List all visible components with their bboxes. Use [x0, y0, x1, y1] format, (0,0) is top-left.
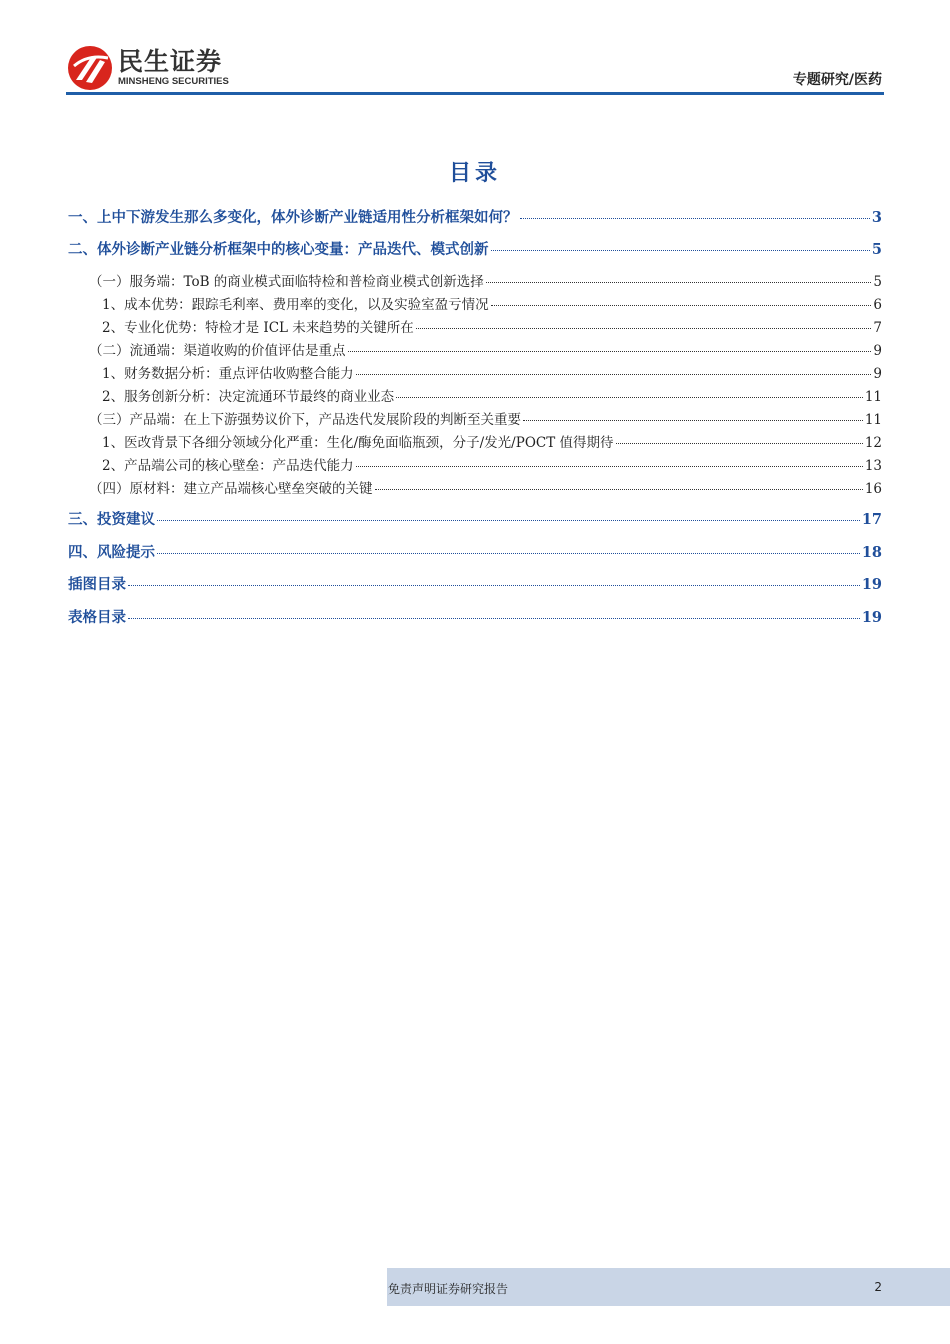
dot-leader: [356, 466, 863, 467]
toc-entry-text: （二）流通端：渠道收购的价值评估是重点: [89, 343, 346, 359]
toc-entry-page: 13: [864, 458, 882, 474]
toc-entry[interactable]: [68, 508, 882, 529]
dot-leader: [375, 489, 863, 490]
toc-entry-page: 11: [864, 412, 882, 428]
toc-entry[interactable]: [102, 362, 882, 382]
toc-entry-text: 三、投资建议: [68, 511, 155, 528]
toc-entry-page: 6: [873, 297, 882, 313]
toc-entry[interactable]: [68, 206, 882, 227]
header-divider: [66, 92, 884, 95]
toc-entry-text: 二、体外诊断产业链分析框架中的核心变量：产品迭代、模式创新: [68, 241, 489, 258]
toc-entry[interactable]: [102, 454, 882, 474]
dot-leader: [396, 397, 863, 398]
toc-entry[interactable]: [102, 316, 882, 336]
document-type: 专题研究/医药: [792, 72, 882, 88]
toc-entry-text: 一、上中下游发生那么多变化，体外诊断产业链适用性分析框架如何？: [68, 209, 518, 226]
dot-leader: [523, 420, 863, 421]
toc-entry-text: 四、风险提示: [68, 544, 155, 561]
toc-entry-text: 1、财务数据分析：重点评估收购整合能力: [102, 366, 354, 382]
logo-cn: 民生证券: [118, 47, 223, 76]
toc-entry-page: 5: [871, 241, 882, 258]
dot-leader: [616, 443, 863, 444]
toc-entry[interactable]: [89, 270, 882, 290]
toc-entry-page: 18: [861, 544, 882, 561]
dot-leader: [157, 553, 860, 554]
footer-disclaimer: 免责声明证券研究报告: [388, 1282, 509, 1296]
toc-entry[interactable]: [89, 339, 882, 359]
toc-entry-page: 9: [873, 366, 882, 382]
toc-entry-text: 1、医改背景下各细分领域分化严重：生化/酶免面临瓶颈，分子/发光/POCT 值得期待: [102, 435, 614, 451]
toc-entry-text: 2、产品端公司的核心壁垒：产品迭代能力: [102, 458, 354, 474]
logo-emblem-icon: [68, 46, 112, 90]
toc-entry-page: 11: [864, 389, 882, 405]
dot-leader: [128, 618, 860, 619]
toc-entry-text: （三）产品端：在上下游强势议价下，产品迭代发展阶段的判断至关重要: [89, 412, 521, 428]
dot-leader: [520, 218, 870, 219]
toc-entry[interactable]: [68, 238, 882, 259]
toc-entry[interactable]: [102, 385, 882, 405]
toc-entry-text: 2、服务创新分析：决定流通环节最终的商业业态: [102, 389, 395, 405]
toc-entry-text: 表格目录: [68, 609, 126, 626]
dot-leader: [356, 374, 872, 375]
company-logo: [68, 46, 229, 90]
toc-entry-page: 12: [864, 435, 882, 451]
toc-entry[interactable]: [89, 408, 882, 428]
toc-entry-text: 插图目录: [68, 576, 126, 593]
toc-entry-text: （四）原材料：建立产品端核心壁垒突破的关键: [89, 481, 373, 497]
dot-leader: [486, 282, 872, 283]
toc-title: 目录: [448, 160, 501, 186]
dot-leader: [491, 305, 872, 306]
toc-entry-page: 3: [871, 209, 882, 226]
toc-entry-page: 5: [873, 274, 882, 290]
toc-entry-page: 17: [861, 511, 882, 528]
dot-leader: [128, 585, 860, 586]
toc-entry-page: 7: [873, 320, 882, 336]
toc-entry[interactable]: [68, 573, 882, 594]
toc-entry[interactable]: [102, 431, 882, 451]
dot-leader: [491, 250, 870, 251]
toc-entry-text: （一）服务端：ToB 的商业模式面临特检和普检商业模式创新选择: [89, 274, 484, 290]
toc-entry[interactable]: [68, 606, 882, 627]
toc-entry[interactable]: [102, 293, 882, 313]
toc-entry-page: 19: [861, 609, 882, 626]
dot-leader: [348, 351, 872, 352]
dot-leader: [157, 520, 860, 521]
toc-entry-text: 2、专业化优势：特检才是 ICL 未来趋势的关键所在: [102, 320, 414, 336]
toc-entry-text: 1、成本优势：跟踪毛利率、费用率的变化，以及实验室盈亏情况: [102, 297, 489, 313]
toc-entry-page: 16: [864, 481, 882, 497]
toc-entry-page: 9: [873, 343, 882, 359]
dot-leader: [416, 328, 872, 329]
logo-en: MINSHENG SECURITIES: [118, 76, 229, 87]
toc-entry-page: 19: [861, 576, 882, 593]
toc-entry[interactable]: [89, 477, 882, 497]
toc-entry[interactable]: [68, 541, 882, 562]
page-number: 2: [874, 1280, 882, 1294]
